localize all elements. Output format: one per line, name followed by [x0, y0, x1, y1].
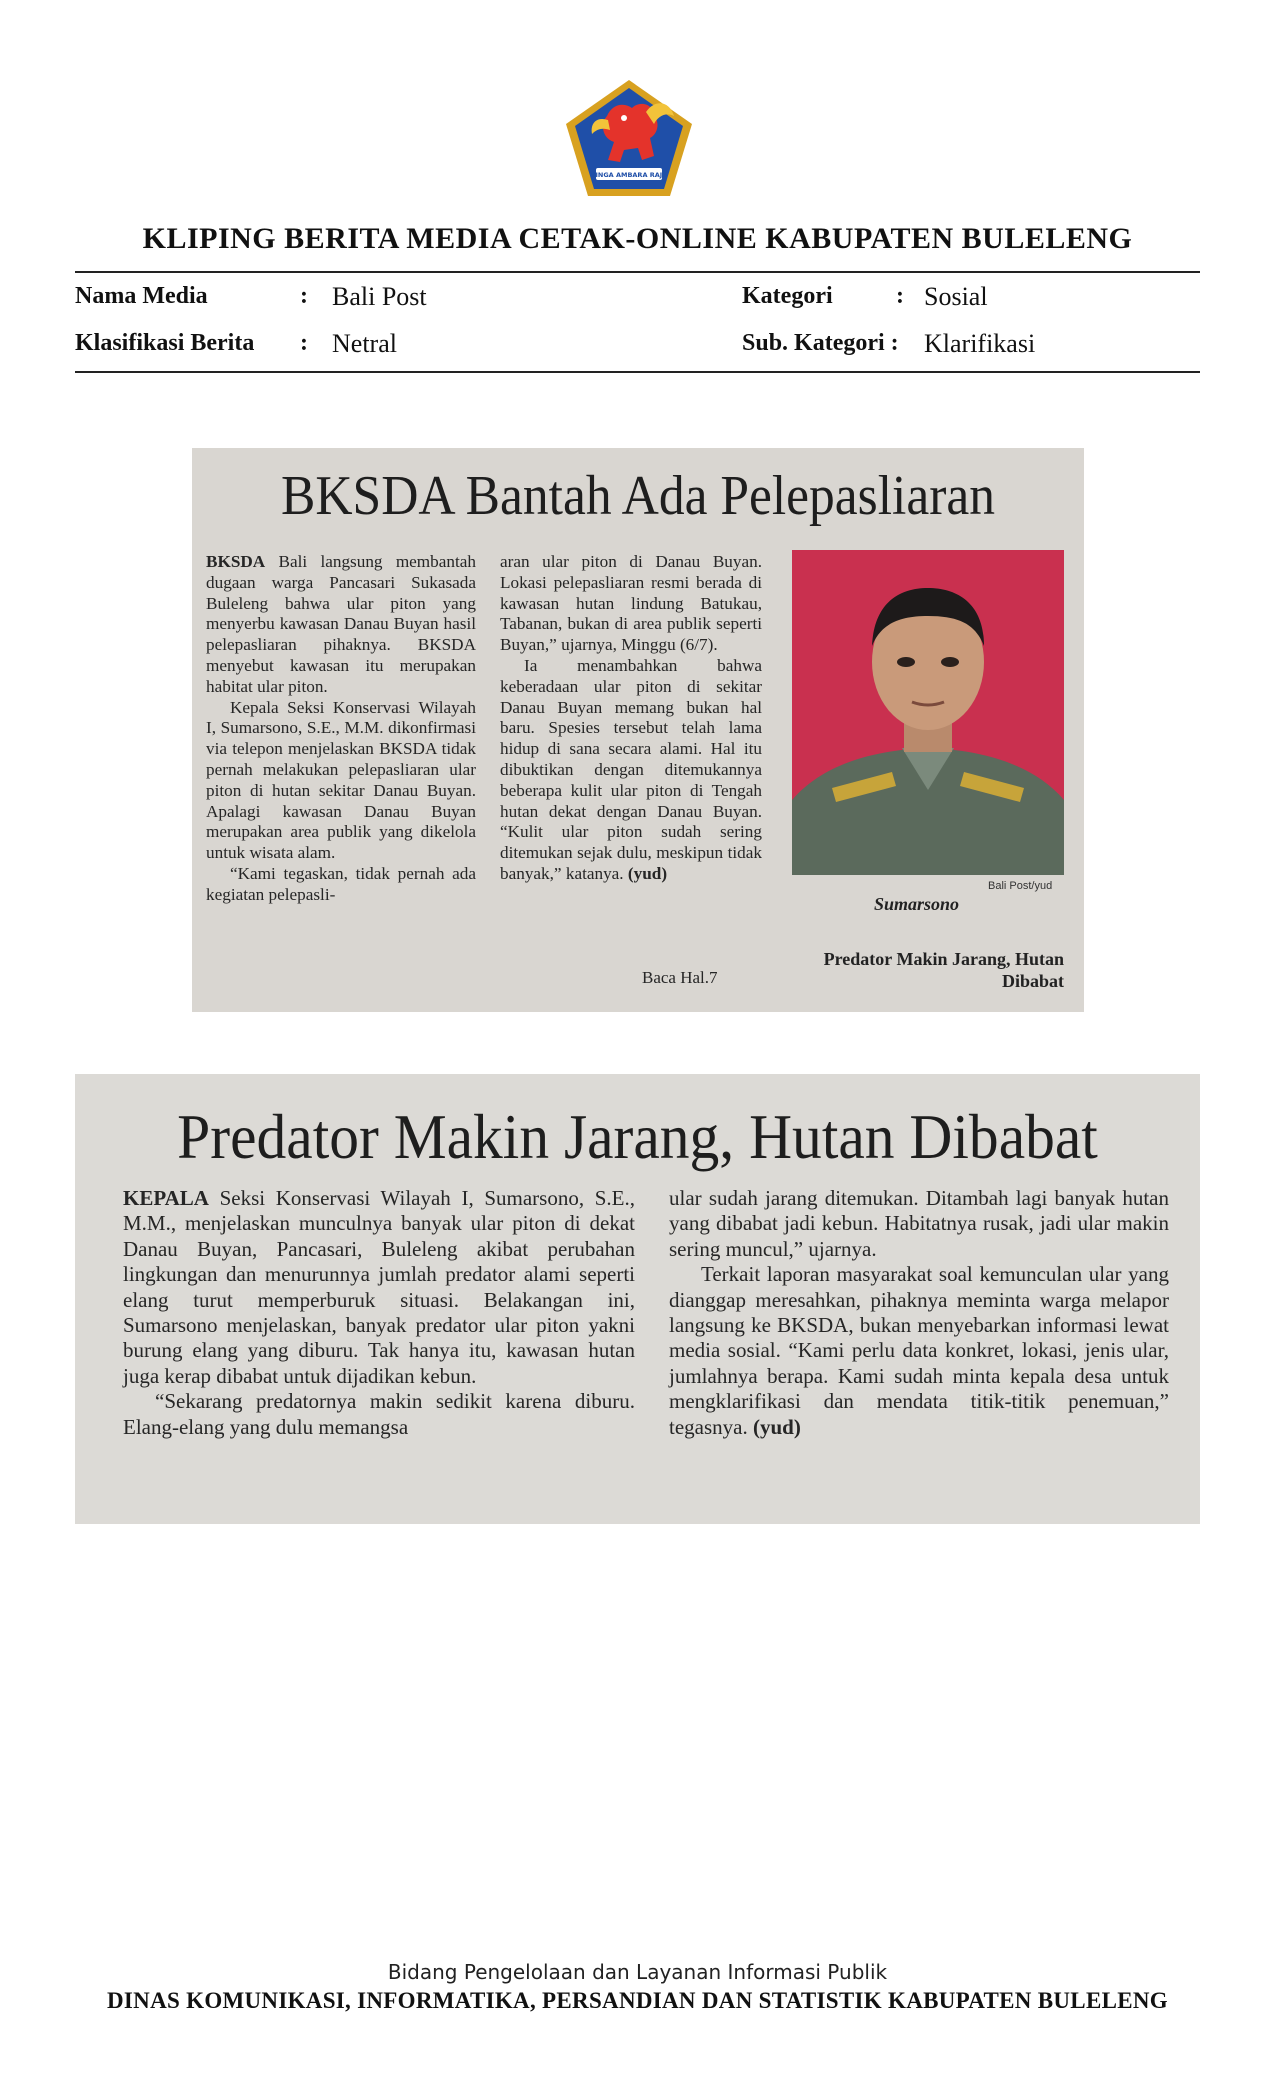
footer-agency: DINAS KOMUNIKASI, INFORMATIKA, PERSANDIAN DAN STATISTIK KABUPATEN BULELENG [107, 1988, 1168, 2013]
article-1-column-1 [206, 552, 476, 906]
news-clipping-2 [75, 1074, 1200, 1524]
header-divider-bottom [75, 371, 1200, 373]
article-1-signature: (yud) [627, 863, 668, 883]
singa-ambara-raja-emblem-icon [562, 76, 696, 200]
article-1-p2: Kepala Seksi Konservasi Wilayah I, Sumarsono, S.E., M.M. dikonfirmasi via telepon menjelaskan BKSDA tidak pernah melakukan pelepasliaran ular piton di hutan sekitar Danau Buyan. Apalagi kawasan Danau Buyan merupakan area publik yang dikelola untuk wisata alam. [206, 697, 476, 863]
article-2-column-2 [669, 1186, 1169, 1440]
article-1-column-2 [500, 552, 762, 885]
related-article-teaser: Predator Makin Jarang, Hutan Dibabat [823, 949, 1064, 991]
photo-credit: Bali Post/yud [988, 880, 1053, 892]
logo-motto: SINGA AMBARA RAJA [590, 171, 668, 179]
article-2-column-1 [123, 1186, 635, 1440]
article-1-headline: BKSDA Bantah Ada Pelepasliaran [280, 465, 996, 527]
document-title: KLIPING BERITA MEDIA CETAK-ONLINE KABUPATEN BULELENG [142, 222, 1133, 255]
nama-media-label: Nama Media [75, 283, 208, 309]
article-1-continuation: Baca Hal.7 [642, 968, 718, 987]
nama-media-colon: : [300, 283, 308, 309]
article-1-p4: aran ular piton di Danau Buyan. Lokasi pelepasliaran resmi berada di kawasan hutan lindung Batukau, Tabanan, bukan di area publik seperti Buyan,” ujarnya, Minggu (6/7). [500, 552, 762, 655]
klasifikasi-label: Klasifikasi Berita [75, 330, 255, 356]
article-2-p4: Terkait laporan masyarakat soal kemunculan ular yang dianggap meresahkan, pihaknya meminta warga melapor langsung ke BKSDA, bukan menyebarkan informasi lewat media sosial. “Kami perlu data konkret, lokasi, jenis ular, jumlahnya berapa. Kami sudah minta kepala desa untuk mengklarifikasi dan mendata titik-titik penemuan,” tegasnya. [669, 1262, 1169, 1439]
article-1-p3: “Kami tegaskan, tidak pernah ada kegiatan pelepasli- [206, 863, 476, 904]
sub-kategori-label: Sub. Kategori : [742, 330, 899, 356]
article-2-lead-word: KEPALA [123, 1186, 209, 1210]
article-1-p5: Ia menambahkan bahwa keberadaan ular piton di sekitar Danau Buyan memang bukan hal baru. Spesies tersebut telah lama hidup di sana secara alami. Hal itu dibuktikan dengan ditemukannya beberapa kulit ular piton di Tengah hutan dekat dengan Danau Buyan. “Kulit ular piton sudah sering ditemukan sejak dulu, meskipun tidak banyak,” katanya. [500, 655, 762, 883]
klasifikasi-colon: : [300, 330, 308, 356]
photo-caption: Sumarsono [874, 894, 960, 914]
article-1-lead-word: BKSDA [206, 552, 266, 571]
sub-kategori-value: Klarifikasi [924, 329, 1036, 358]
article-2-p2: “Sekarang predatornya makin sedikit karena diburu. Elang-elang yang dulu memangsa [123, 1389, 635, 1439]
kategori-colon: : [896, 283, 904, 309]
nama-media-value: Bali Post [332, 282, 427, 311]
klasifikasi-value: Netral [332, 329, 397, 358]
article-2-p1: Seksi Konservasi Wilayah I, Sumarsono, S.E., M.M., menjelaskan munculnya banyak ular piton di dekat Danau Buyan, Pancasari, Buleleng akibat perubahan lingkungan dan menurunnya jumlah predator alami seperti elang turut memperburuk situasi. Belakangan ini, Sumarsono menjelaskan, banyak predator ular piton yakni burung elang yang diburu. Tak hanya itu, kawasan hutan juga kerap dibabat untuk dijadikan kebun. [123, 1186, 635, 1388]
article-1-p1: Bali langsung membantah dugaan warga Pancasari Sukasada Buleleng bahwa ular piton yang menyerbu kawasan Danau Buyan hasil pelepasliaran pihaknya. BKSDA menyebut kawasan itu merupakan habitat ular piton. [206, 552, 476, 696]
kategori-value: Sosial [924, 282, 988, 311]
footer-division: Bidang Pengelolaan dan Layanan Informasi Publik [387, 1960, 888, 1984]
header-divider-top [75, 271, 1200, 273]
article-2-p3: ular sudah jarang ditemukan. Ditambah lagi banyak hutan yang dibabat jadi kebun. Habitatnya rusak, jadi ular makin sering muncul,” ujarnya. [669, 1186, 1169, 1261]
article-2-headline: Predator Makin Jarang, Hutan Dibabat [177, 1101, 1098, 1172]
article-2-signature: (yud) [752, 1414, 801, 1439]
portrait-photo [792, 550, 1064, 875]
kategori-label: Kategori [742, 283, 833, 309]
news-clipping-1 [192, 448, 1084, 1012]
